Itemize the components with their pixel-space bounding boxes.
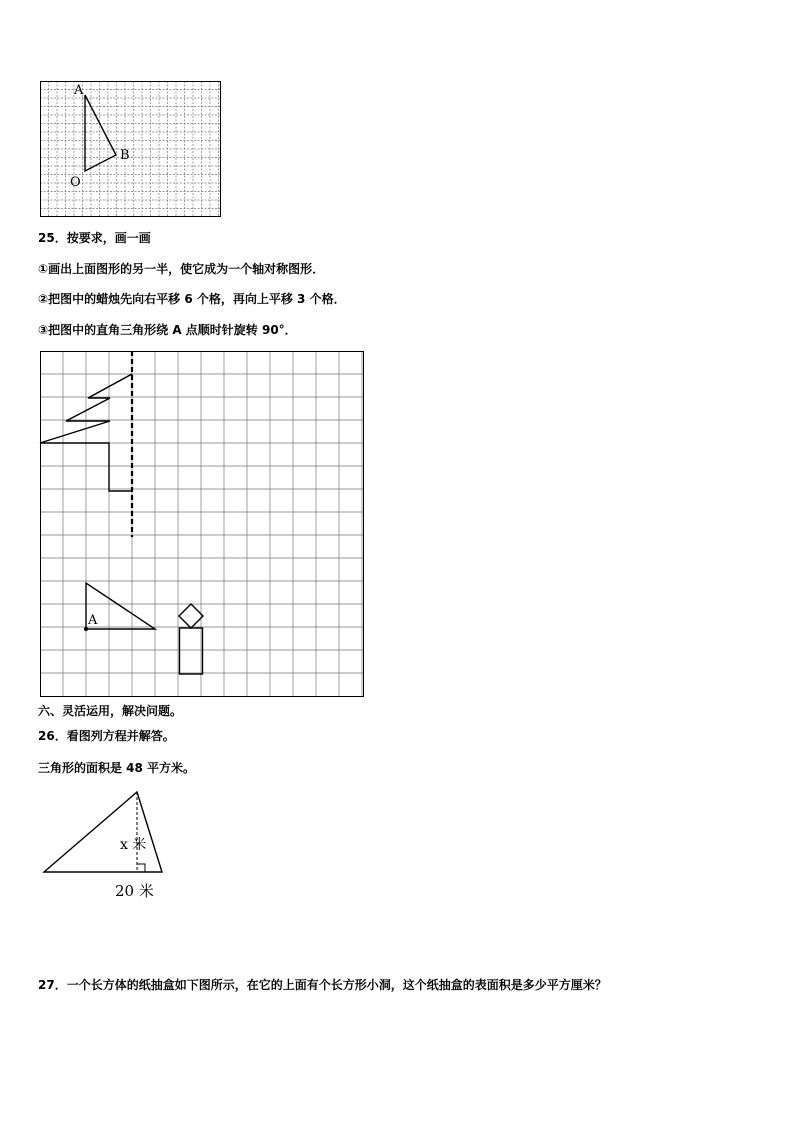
q25-item-2: ②把图中的蜡烛先向右平移 6 个格，再向上平移 3 个格．: [38, 292, 346, 306]
grid-lines: [40, 81, 221, 217]
triangle: [44, 792, 162, 872]
label-b: B: [120, 148, 130, 163]
candle-flame: [179, 604, 203, 628]
grid-figure-aob: [40, 81, 221, 217]
q25-item-1: ①画出上面图形的另一半，使它成为一个轴对称图形．: [38, 262, 325, 276]
q25-item-3: ③把图中的直角三角形绕 A 点顺时针旋转 90°．: [38, 323, 297, 337]
label-a: A: [88, 613, 98, 628]
label-a: A: [74, 83, 84, 98]
triangle-figure: [40, 788, 200, 903]
height-label: x 米: [120, 837, 147, 853]
candle-body: [180, 628, 203, 674]
q25-title: 25．按要求，画一画: [38, 231, 151, 245]
q27-text: 27．一个长方体的纸抽盒如下图所示，在它的上面有个长方形小洞，这个纸抽盒的表面积是多少平方厘米？: [38, 978, 607, 992]
base-label: 20 米: [115, 882, 154, 900]
section-6-title: 六、灵活运用，解决问题。: [38, 704, 183, 718]
grid-figure-drawing: [40, 351, 364, 697]
q26-title: 26．看图列方程并解答。: [38, 729, 175, 743]
right-angle-mark: [137, 864, 145, 872]
half-tree-top-edge: [88, 374, 132, 398]
q26-text: 三角形的面积是 48 平方米。: [38, 761, 196, 775]
grid-border: [41, 82, 221, 217]
label-o: O: [70, 175, 81, 190]
